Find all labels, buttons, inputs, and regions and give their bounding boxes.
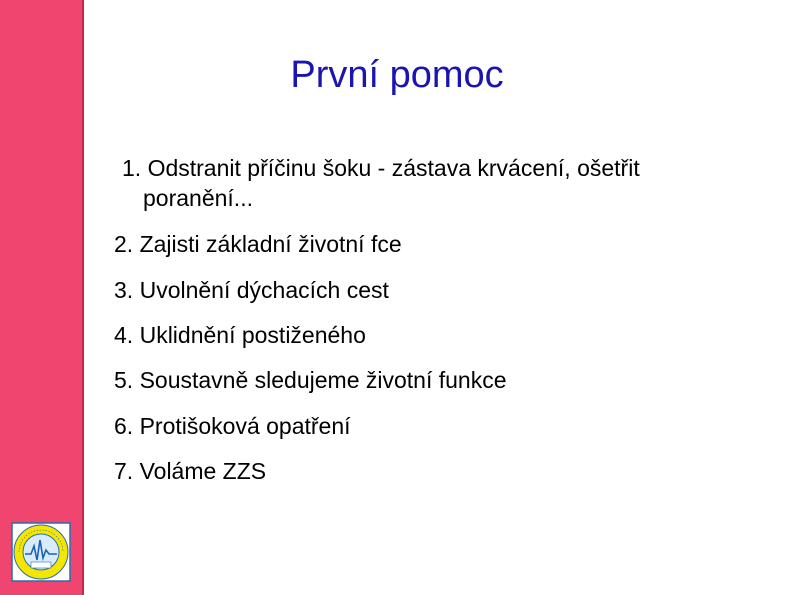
list-item-5 [114,365,507,395]
list-item-number: 7. [114,458,134,484]
list-item-text: Voláme ZZS [139,458,267,484]
list-item-text: Zajisti základní životní fce [139,231,402,257]
list-item-3 [114,275,389,305]
list-item-text: Uklidnění postiženého [139,322,366,348]
list-item-7 [114,456,266,486]
list-item-number: 1. [122,155,142,181]
list-item-number: 6. [114,413,134,439]
list-item-4 [114,320,366,350]
school-seal-icon [11,522,71,582]
list-item-number: 2. [114,231,134,257]
list-item-number: 3. [114,277,134,303]
slide-title: První pomoc [290,54,504,96]
list-item-number: 4. [114,322,134,348]
list-item-text: Soustavně sledujeme životní funkce [139,367,507,393]
list-item-2 [114,229,402,259]
list-item-1 [122,153,640,213]
list-item-text: Odstranit příčinu šoku - zástava krvácení, ošetřit [147,155,640,181]
list-item-continuation: poranění... [143,185,253,211]
list-item-number: 5. [114,367,134,393]
list-item-6 [114,411,351,441]
list-item-text: Protišoková opatření [139,413,351,439]
list-item-text: Uvolnění dýchacích cest [139,277,389,303]
